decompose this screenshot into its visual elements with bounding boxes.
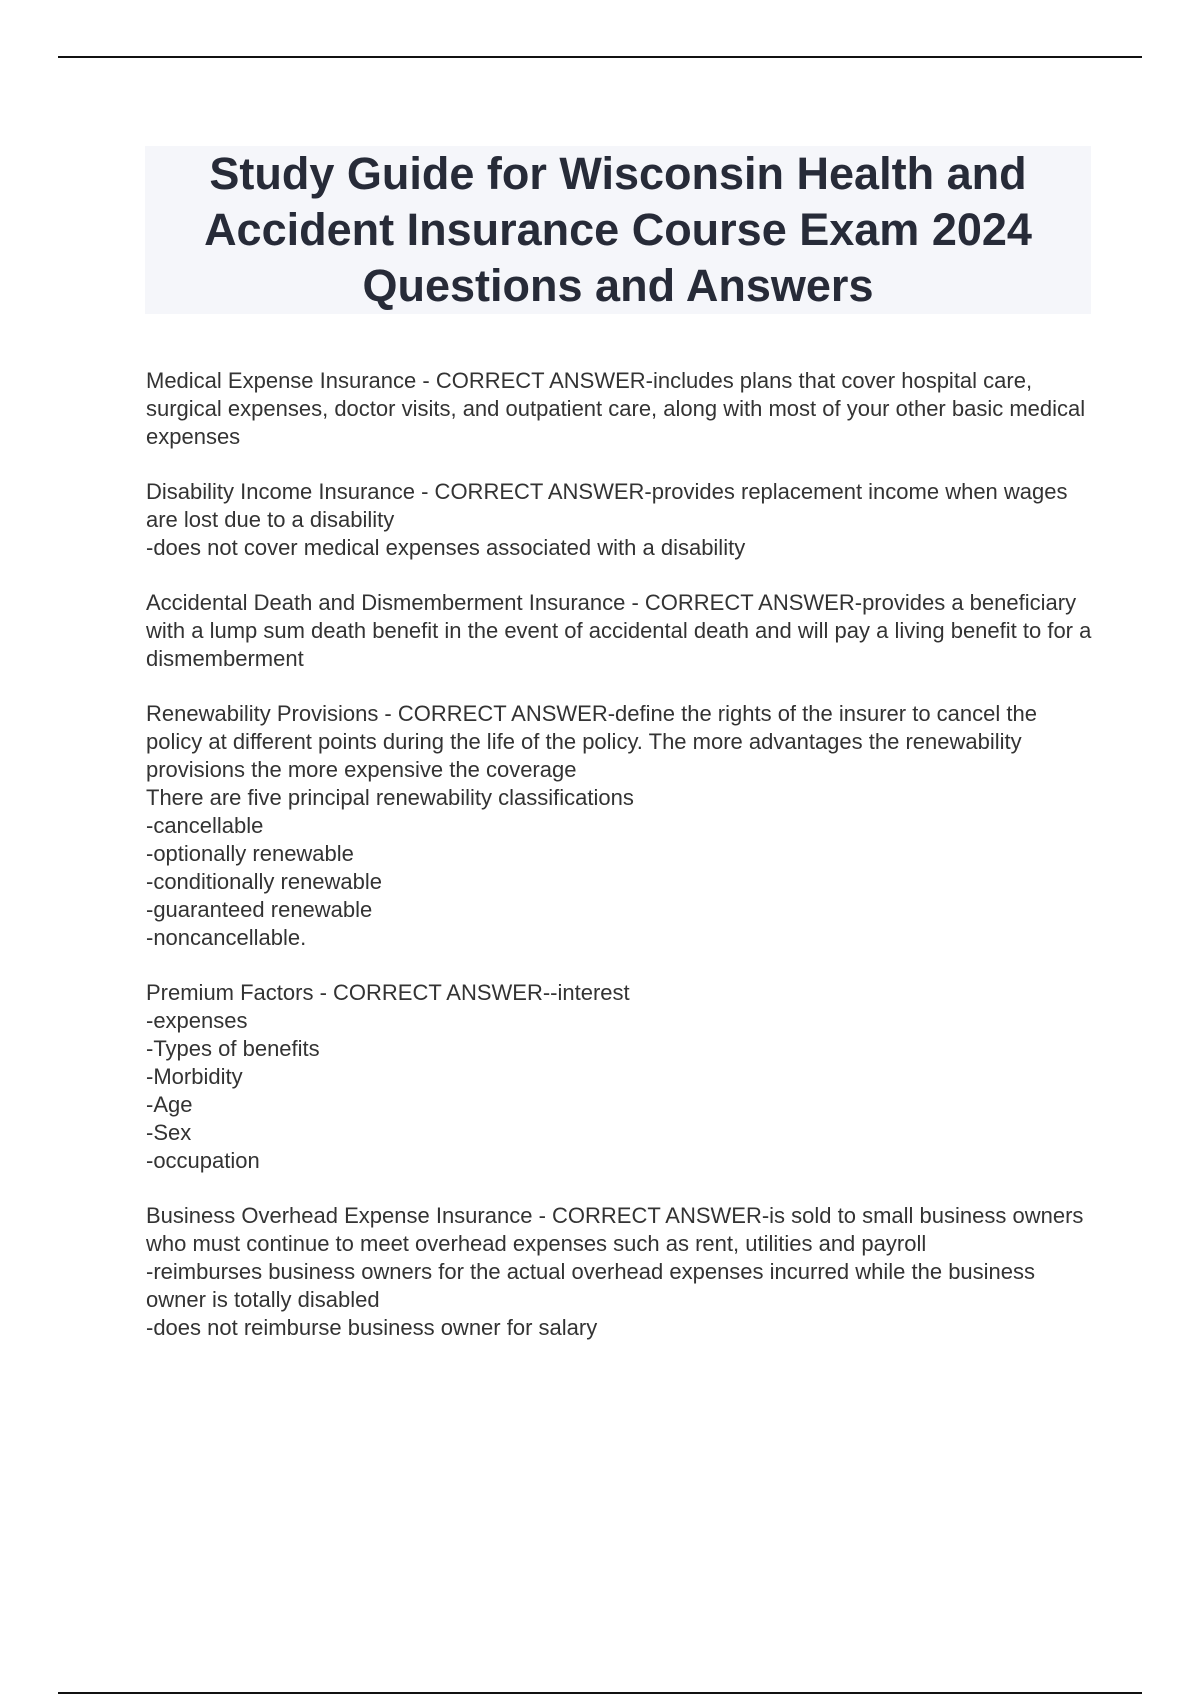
top-rule: [58, 56, 1142, 58]
qa-entry-medical-expense: [146, 367, 1096, 451]
qa-line: -noncancellable.: [146, 925, 307, 950]
qa-entry-renewability: [146, 700, 1096, 952]
qa-entry-business-overhead: [146, 1202, 1096, 1342]
document-title: Study Guide for Wisconsin Health and Accident Insurance Course Exam 2024 Questions and Answers: [204, 148, 1032, 311]
qa-line: -reimburses business owners for the actual overhead expenses incurred while the business owner is totally disabled: [146, 1259, 1036, 1312]
qa-line: -guaranteed renewable: [146, 897, 373, 922]
qa-line: -occupation: [146, 1148, 260, 1173]
qa-list: [146, 367, 1096, 1369]
qa-line: Renewability Provisions - CORRECT ANSWER-define the rights of the insurer to cancel the policy at different points during the life of the policy. The more advantages the renewability provisions the more expensive the coverage: [146, 701, 1037, 782]
qa-line: There are five principal renewability classifications: [146, 785, 634, 810]
qa-line: Disability Income Insurance - CORRECT ANSWER-provides replacement income when wages are lost due to a disability: [146, 479, 1068, 532]
qa-line: Accidental Death and Dismemberment Insurance - CORRECT ANSWER-provides a beneficiary with a lump sum death benefit in the event of accidental death and will pay a living benefit to for a dismemberment: [146, 590, 1092, 671]
qa-line: Medical Expense Insurance - CORRECT ANSWER-includes plans that cover hospital care, surgical expenses, doctor visits, and outpatient care, along with most of your other basic medical expenses: [146, 368, 1086, 449]
qa-line: -conditionally renewable: [146, 869, 383, 894]
title-banner: [145, 146, 1091, 314]
qa-line: -Age: [146, 1092, 193, 1117]
qa-entry-disability-income: [146, 478, 1096, 562]
qa-line: -does not reimburse business owner for salary: [146, 1315, 598, 1340]
qa-entry-accidental-death: [146, 589, 1096, 673]
qa-entry-premium-factors: [146, 979, 1096, 1175]
qa-line: -cancellable: [146, 813, 264, 838]
qa-line: Business Overhead Expense Insurance - CORRECT ANSWER-is sold to small business owners who must continue to meet overhead expenses such as rent, utilities and payroll: [146, 1203, 1084, 1256]
qa-line: -optionally renewable: [146, 841, 354, 866]
qa-line: -Morbidity: [146, 1064, 243, 1089]
qa-line: Premium Factors - CORRECT ANSWER--interest: [146, 980, 630, 1005]
qa-line: -expenses: [146, 1008, 248, 1033]
bottom-rule: [58, 1692, 1142, 1694]
qa-line: -does not cover medical expenses associated with a disability: [146, 535, 746, 560]
qa-line: -Types of benefits: [146, 1036, 320, 1061]
qa-line: -Sex: [146, 1120, 192, 1145]
